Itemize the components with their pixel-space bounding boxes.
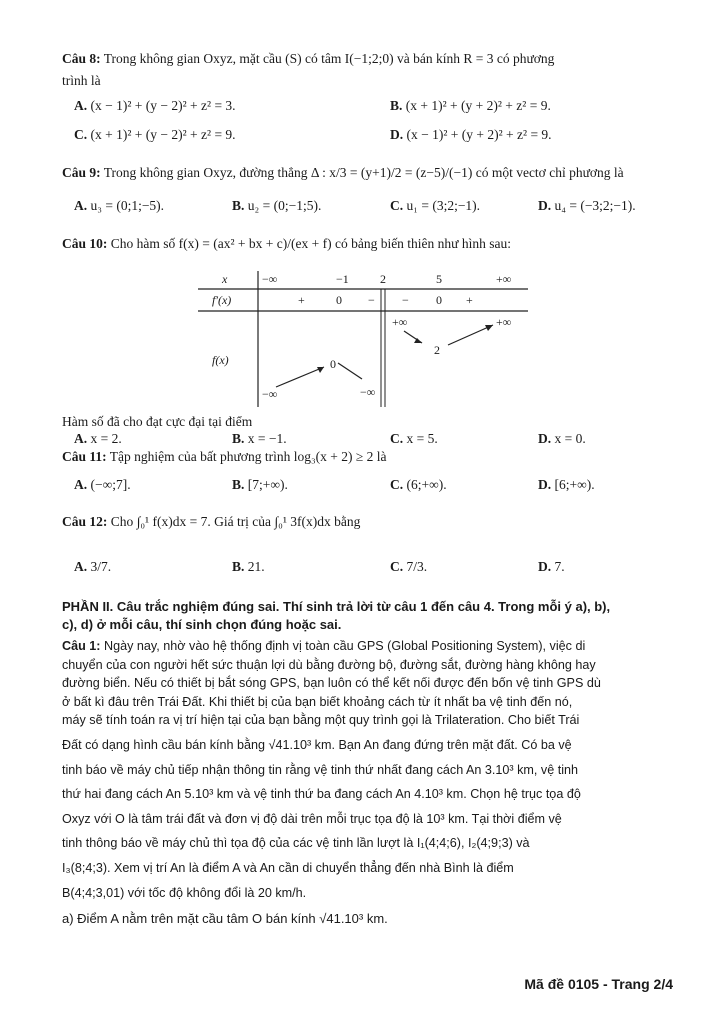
- q8-stem: [62, 50, 672, 68]
- q1-line: thứ hai đang cách An 5.10³ km và vệ tinh thứ ba đang cách An 4.10³ km. Chọn hệ trục tọa độ: [62, 787, 581, 802]
- arrow-4: [448, 325, 493, 345]
- q8-text: Trong không gian Oxyz, mặt cầu (S) có tâm I(−1;2;0) và bán kính R = 3 có phương: [103, 51, 555, 66]
- part2-header-2: c), d) ở mỗi câu, thí sinh chọn đúng hoặc sai.: [62, 617, 342, 632]
- q12-text: Cho ∫₀¹ f(x)dx = 7. Giá trị của ∫₀¹ 3f(x)dx bằng: [110, 514, 361, 529]
- f-value-5: 2: [434, 343, 440, 357]
- q1-line: Câu 1: Ngày nay, nhờ vào hệ thống định vị toàn cầu GPS (Global Positioning System), việc di: [62, 639, 586, 653]
- q10-label: Câu 10:: [62, 236, 108, 251]
- q11-option-d[interactable]: D. [6;+∞).: [538, 477, 595, 492]
- q1-line: Oxyz với O là tâm trái đất và đơn vị độ dài trên mỗi trục tọa độ là 10³ km. Tại thời điểm vệ: [62, 811, 562, 826]
- arrow-2: [276, 367, 324, 387]
- f-label: f(x): [212, 353, 229, 367]
- q11-label: Câu 11:: [62, 449, 107, 464]
- fp-label: f′(x): [212, 293, 232, 307]
- q1-line: máy sẽ tính toán ra vị trí hiện tại của bạn bằng một quy trình gọi là Trilateration. Cho biết Trái: [62, 713, 580, 728]
- q10-option-d[interactable]: D. x = 0.: [538, 431, 586, 446]
- fp-sign-4: −: [402, 293, 409, 307]
- arrow-1: [338, 363, 362, 379]
- q12-option-a[interactable]: A. 3/7.: [74, 559, 112, 574]
- q8-option-c[interactable]: C. (x + 1)² + (y − 2)² + z² = 9.: [74, 127, 236, 142]
- x-value-1: −∞: [262, 272, 278, 286]
- fp-sign-3: −: [368, 293, 375, 307]
- x-value-2: −1: [336, 272, 349, 286]
- x-label: x: [222, 272, 228, 286]
- q10-text: Cho hàm số f(x) = (ax² + bx + c)/(ex + f) có bảng biến thiên như hình sau:: [110, 236, 511, 251]
- q1-label: Câu 1:: [62, 639, 101, 653]
- q1-line: tinh thông báo về máy chủ thì tọa độ của các vệ tinh lần lượt là I₁(4;4;6), I₂(4;9;3) và: [62, 836, 530, 851]
- q8-option-a[interactable]: A. (x − 1)² + (y − 2)² + z² = 3.: [74, 98, 236, 113]
- x-value-4: 5: [436, 272, 442, 286]
- q1-line: đường biển. Nếu có thiết bị bắt sóng GPS, bạn luôn có thể kết nối được đến bốn vệ tinh GPS dù: [62, 676, 601, 691]
- q11-option-b[interactable]: B. [7;+∞).: [232, 477, 288, 492]
- q9-text: Trong không gian Oxyz, đường thẳng Δ : x/3 = (y+1)/2 = (z−5)/(−1) có một vectơ chỉ phương là: [103, 165, 624, 180]
- q12-option-b[interactable]: B. 21.: [232, 559, 265, 574]
- q9-option-d[interactable]: D. u₄ = (−3;2;−1).: [538, 198, 636, 213]
- f-value-3: −∞: [360, 385, 376, 399]
- q9-option-c[interactable]: C. u₁ = (3;2;−1).: [390, 198, 481, 213]
- q8-option-d[interactable]: D. (x − 1)² + (y + 2)² + z² = 9.: [390, 127, 552, 142]
- q10-option-a[interactable]: A. x = 2.: [74, 431, 122, 446]
- fp-sign-2: 0: [336, 293, 342, 307]
- x-value-5: +∞: [496, 272, 512, 286]
- q8-option-b[interactable]: B. (x + 1)² + (y + 2)² + z² = 9.: [390, 98, 551, 113]
- q11-option-a[interactable]: A. (−∞;7].: [74, 477, 131, 492]
- q1-line: B(4;4;3,01) với tốc độ không đổi là 20 km/h.: [62, 885, 307, 900]
- q10-option-c[interactable]: C. x = 5.: [390, 431, 438, 446]
- q9-option-b[interactable]: B. u₂ = (0;−1;5).: [232, 198, 322, 213]
- f-value-6: +∞: [496, 315, 512, 329]
- page-footer: Mã đề 0105 - Trang 2/4: [524, 976, 673, 992]
- q8-stem-2: trình là: [62, 73, 101, 88]
- q1-line: chuyển của con người hết sức thuận lợi dù bằng đường bộ, đường sắt, đường hàng không hay: [62, 657, 596, 672]
- q10-after: Hàm số đã cho đạt cực đại tại điểm: [62, 414, 253, 429]
- q12-option-d[interactable]: D. 7.: [538, 559, 565, 574]
- q9-option-a[interactable]: A. u₃ = (0;1;−5).: [74, 198, 165, 213]
- x-value-3: 2: [380, 272, 386, 286]
- f-value-2: 0: [330, 357, 336, 371]
- q8-label: Câu 8:: [62, 51, 101, 66]
- f-value-4: +∞: [392, 315, 408, 329]
- q10-option-b[interactable]: B. x = −1.: [232, 431, 287, 446]
- q11-text: Tập nghiệm của bất phương trình log₃(x + 2) ≥ 2 là: [109, 449, 387, 464]
- q12-option-c[interactable]: C. 7/3.: [390, 559, 428, 574]
- q1-line: Đất có dạng hình cầu bán kính bằng √41.10³ km. Bạn An đang đứng trên mặt đất. Có ba vệ: [62, 737, 572, 752]
- part2-header-1: PHẦN II. Câu trắc nghiệm đúng sai. Thí sinh trả lời từ câu 1 đến câu 4. Trong mỗi ý a), b),: [62, 599, 611, 614]
- q11-stem: [62, 448, 672, 466]
- fp-sign-5: 0: [436, 293, 442, 307]
- q10-stem: [62, 235, 672, 253]
- f-value-1: −∞: [262, 387, 278, 401]
- q1-line: I₃(8;4;3). Xem vị trí An là điểm A và An cần di chuyển thẳng đến nhà Bình là điểm: [62, 860, 514, 875]
- variation-table: [198, 269, 528, 409]
- q1-line: tinh báo về máy chủ tiếp nhận thông tin rằng vệ tinh thứ nhất đang cách An 3.10³ km, vệ tinh: [62, 762, 579, 777]
- q12-stem: [62, 513, 672, 531]
- q9-stem: [62, 164, 672, 182]
- q1-part-a: a) Điểm A nằm trên mặt cầu tâm O bán kính √41.10³ km.: [62, 911, 388, 926]
- fp-sign-1: +: [298, 293, 305, 307]
- q1-paragraph: [62, 637, 674, 902]
- q12-label: Câu 12:: [62, 514, 108, 529]
- q1-line: ở bất kì đâu trên Trái Đất. Khi thiết bị của bạn biết khoảng cách từ ít nhất ba vệ tinh đến nó,: [62, 694, 573, 709]
- fp-sign-6: +: [466, 293, 473, 307]
- q9-label: Câu 9:: [62, 165, 101, 180]
- q11-option-c[interactable]: C. (6;+∞).: [390, 477, 447, 492]
